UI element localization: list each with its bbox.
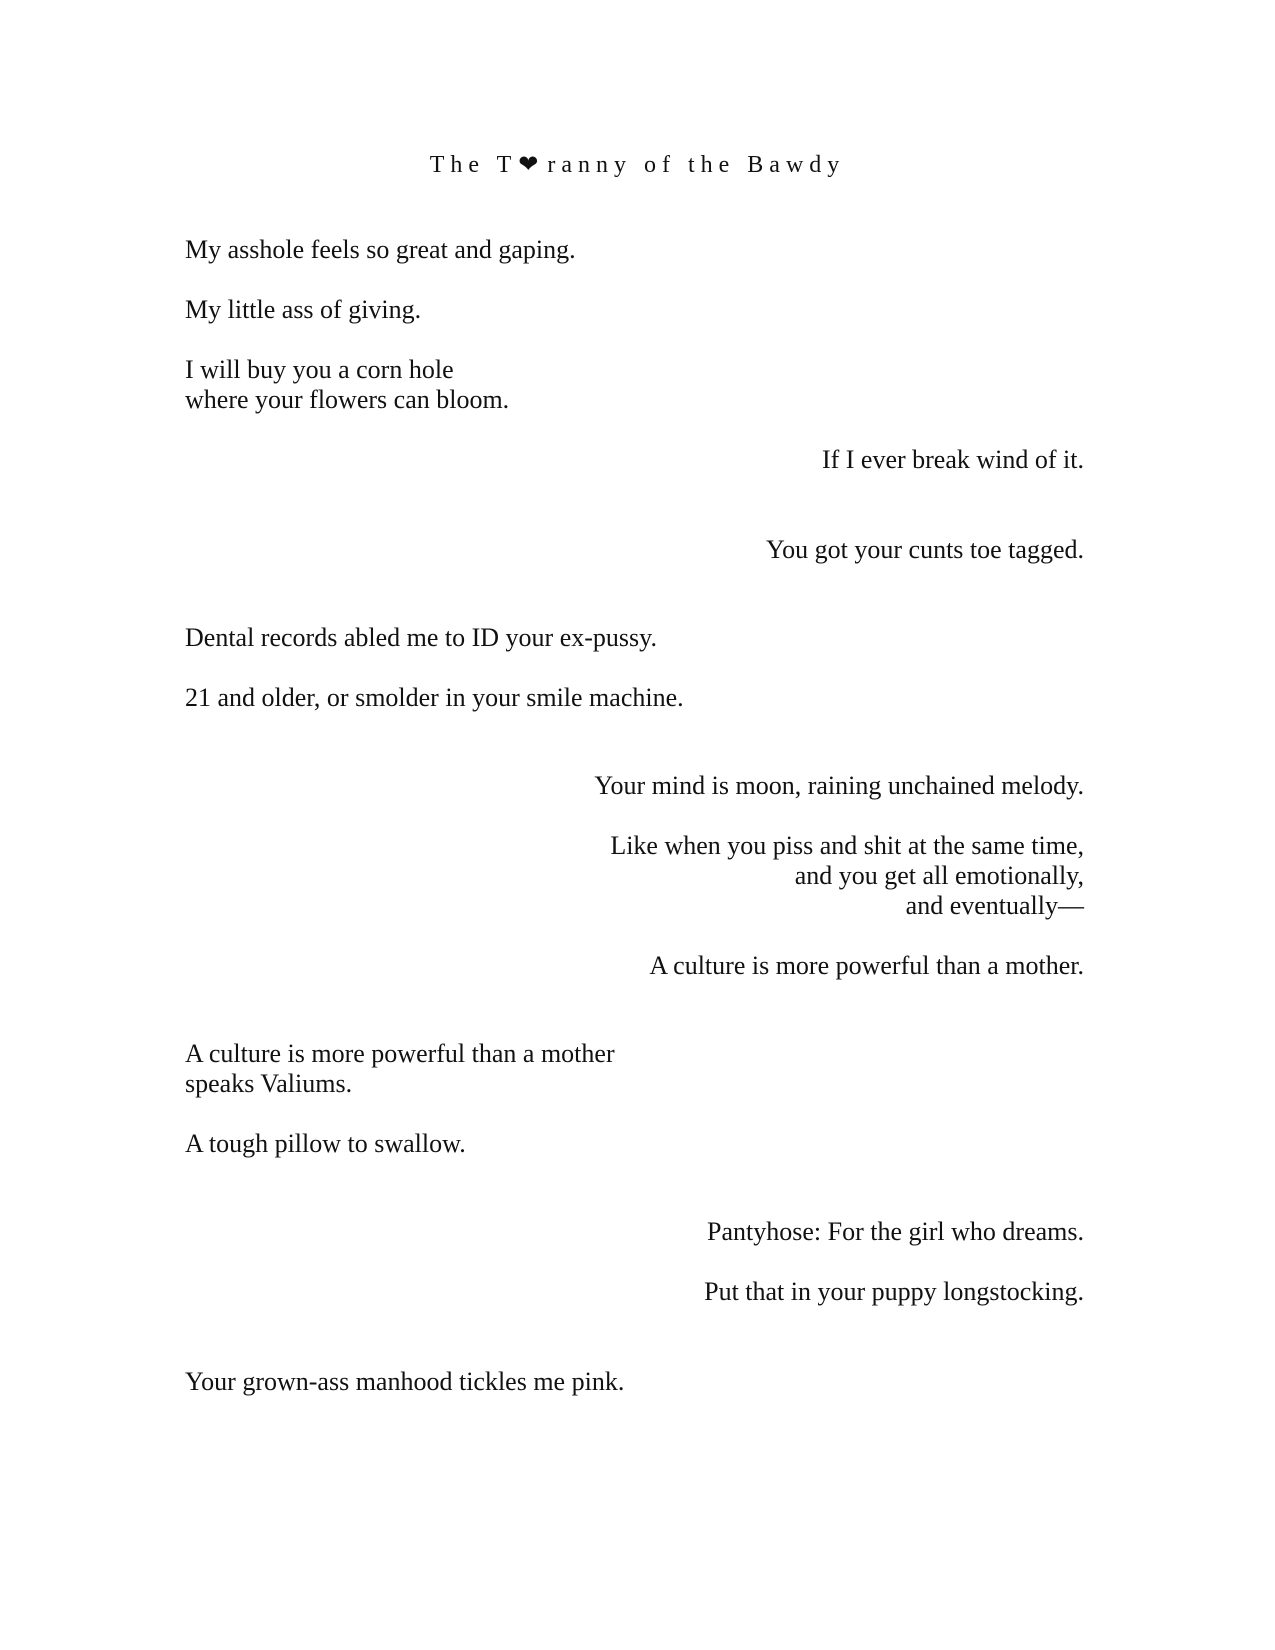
poem-line-18: Put that in your puppy longstocking. xyxy=(704,1277,1084,1306)
poem-line-12: and eventually— xyxy=(905,891,1084,920)
poem-line-13: A culture is more powerful than a mother. xyxy=(649,951,1084,980)
poem-line-3: I will buy you a corn hole xyxy=(185,355,454,384)
title-part-1: The T xyxy=(429,152,518,178)
poem-line-4: where your flowers can bloom. xyxy=(185,385,510,414)
poem-line-5: If I ever break wind of it. xyxy=(821,445,1084,474)
poem-line-19: Your grown-ass manhood tickles me pink. xyxy=(185,1367,625,1396)
title-part-2: ranny of the Bawdy xyxy=(547,152,846,178)
poem-line-17: Pantyhose: For the girl who dreams. xyxy=(707,1217,1084,1246)
poem-line-8: 21 and older, or smolder in your smile machine. xyxy=(185,683,684,712)
heart-icon: ❤ xyxy=(518,152,545,178)
poem-line-1: My asshole feels so great and gaping. xyxy=(185,235,576,264)
poem-line-6: You got your cunts toe tagged. xyxy=(765,535,1084,564)
poem-line-10: Like when you piss and shit at the same time, xyxy=(610,831,1084,860)
poem-line-7: Dental records abled me to ID your ex-pussy. xyxy=(185,623,657,652)
poem-line-9: Your mind is moon, raining unchained melody. xyxy=(594,771,1084,800)
poem-title xyxy=(0,150,1275,180)
poem-line-11: and you get all emotionally, xyxy=(794,861,1084,890)
poem-line-16: A tough pillow to swallow. xyxy=(185,1129,466,1158)
poem-line-2: My little ass of giving. xyxy=(185,295,422,324)
poem-line-15: speaks Valiums. xyxy=(185,1069,353,1098)
poem-line-14: A culture is more powerful than a mother xyxy=(185,1039,615,1068)
